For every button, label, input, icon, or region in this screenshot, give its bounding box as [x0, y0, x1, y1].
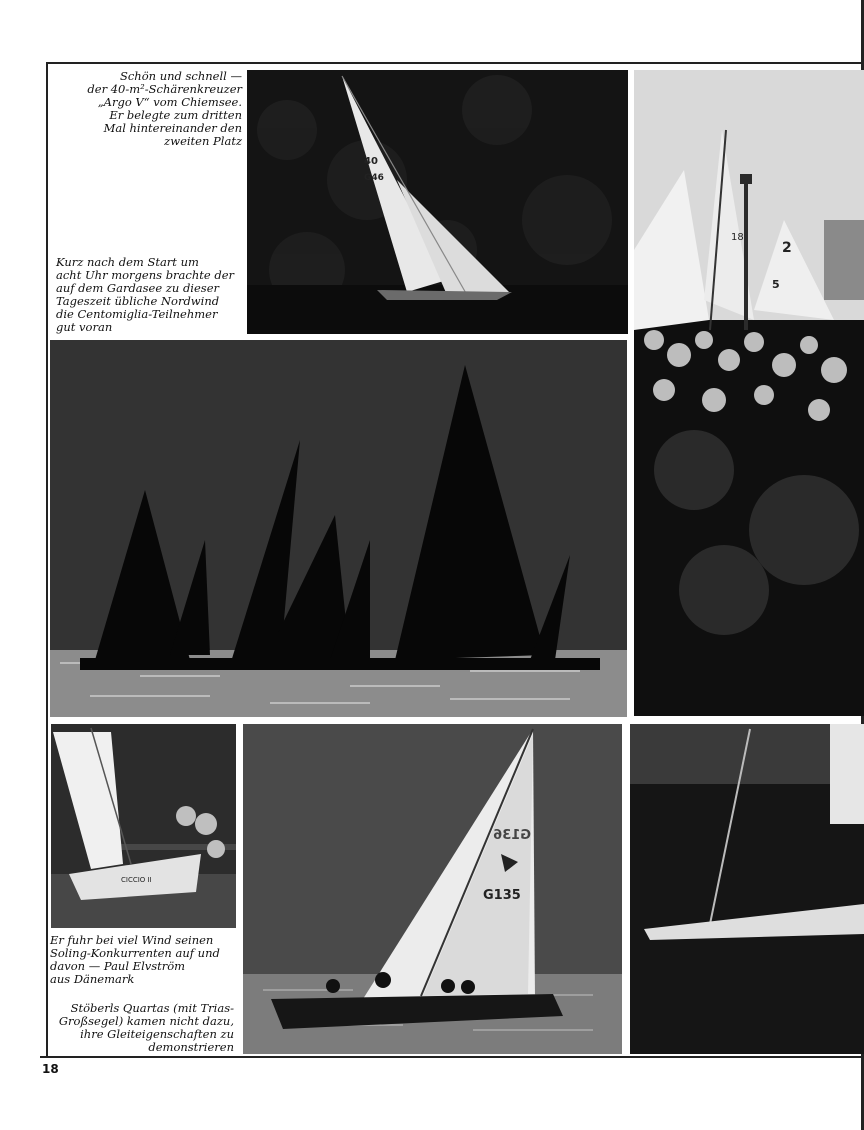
- caption-argo: [60, 70, 242, 148]
- caption-line: ihre Gleiteigenschaften zu: [80, 1027, 234, 1041]
- caption-line: zweiten Platz: [164, 134, 242, 148]
- photo-crowd-pier: [634, 70, 864, 716]
- caption-line: Tageszeit übliche Nordwind: [56, 294, 220, 308]
- caption-line: Schön und schnell —: [119, 69, 242, 83]
- caption-line: Er fuhr bei viel Wind seinen: [50, 933, 214, 947]
- sail-number-quartas: G135: [483, 888, 521, 903]
- sail-class-label: 40: [364, 156, 378, 167]
- caption-line: demonstrieren: [148, 1040, 234, 1054]
- photo-quartas: [243, 724, 622, 1054]
- caption-line: die Centomiglia-Teilnehmer: [56, 307, 218, 321]
- photo-soling-elvstroem: [51, 724, 236, 928]
- sail-number-b: 2: [782, 240, 792, 256]
- caption-line: Soling-Konkurrenten auf und: [50, 946, 220, 960]
- sail-number-label: G46: [364, 173, 384, 183]
- caption-elvstroem: [50, 934, 240, 986]
- caption-line: gut voran: [56, 320, 113, 334]
- soling-hull-name: CICCIO II: [121, 876, 152, 884]
- caption-line: „Argo V“ vom Chiemsee.: [97, 95, 242, 109]
- photo-catamaran-right: [630, 724, 864, 1054]
- page-number: 18: [42, 1062, 59, 1076]
- caption-line: Mal hintereinander den: [103, 121, 242, 135]
- caption-line: Großsegel) kamen nicht dazu,: [58, 1014, 234, 1028]
- caption-quartas: [48, 1002, 234, 1054]
- photo-fleet-silhouette: [50, 340, 627, 717]
- caption-line: davon — Paul Elvström: [50, 959, 186, 973]
- page-frame-bottom: [40, 1056, 864, 1058]
- caption-line: Er belegte zum dritten: [109, 108, 242, 122]
- caption-line: der 40-m²-Schärenkreuzer: [87, 82, 242, 96]
- photo-argo-v: [247, 70, 628, 334]
- caption-line: auf dem Gardasee zu dieser: [56, 281, 219, 295]
- sail-number-a: 18: [731, 232, 744, 243]
- page-frame-left: [46, 62, 48, 1056]
- caption-line: acht Uhr morgens brachte der: [56, 268, 234, 282]
- caption-line: Stöberls Quartas (mit Trias-: [70, 1001, 234, 1015]
- caption-line: aus Dänemark: [50, 972, 135, 986]
- caption-line: Kurz nach dem Start um: [56, 255, 199, 269]
- sail-number-c: 5: [772, 278, 780, 291]
- caption-start: [56, 256, 246, 334]
- sail-number-mirrored: G136: [493, 828, 531, 843]
- page-frame-top: [46, 62, 864, 64]
